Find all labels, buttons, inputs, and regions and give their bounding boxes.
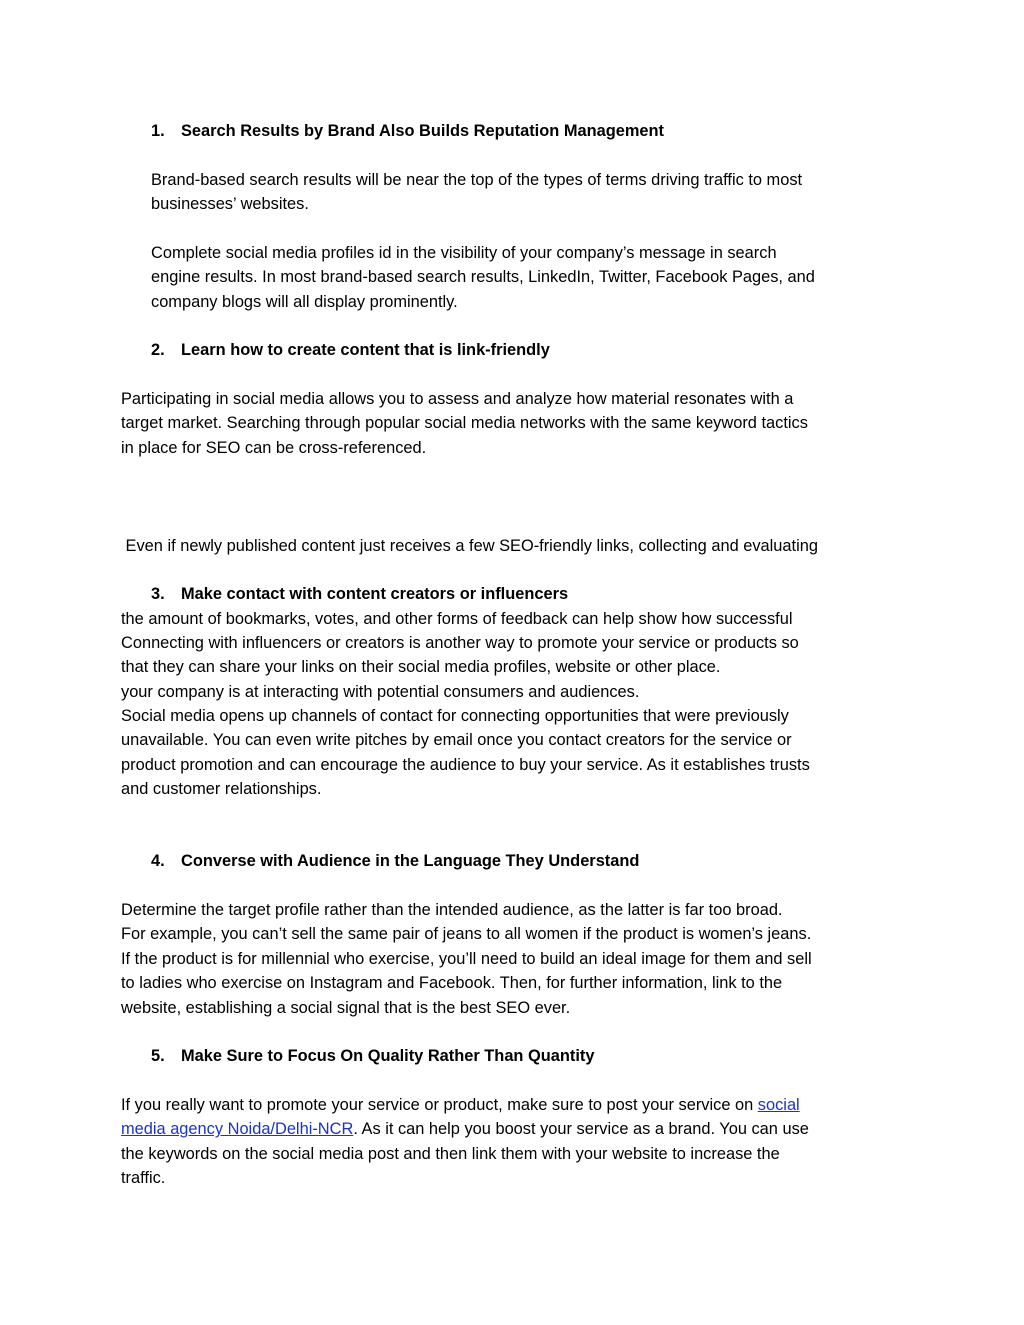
- final-paragraph: [121, 1093, 911, 1191]
- text-line: company blogs will all display prominently.: [151, 292, 458, 311]
- text-line: Brand-based search results will be near the top of the types of terms driving traffic to most: [151, 171, 803, 189]
- section-3-paragraph-1: [121, 631, 911, 680]
- section-4-paragraph-1: [121, 898, 911, 1020]
- text-line: in place for SEO can be cross-referenced.: [121, 438, 427, 457]
- section-3-paragraph-2: [121, 704, 911, 802]
- text-line: to ladies who exercise on Instagram and Facebook. Then, for further information, link to the: [121, 974, 783, 993]
- heading-text: Search Results by Brand Also Builds Reputation Management: [181, 122, 665, 140]
- text-line: and customer relationships.: [121, 780, 322, 799]
- text-line: Determine the target profile rather than the intended audience, as the latter is far too broad.: [121, 901, 783, 919]
- text-line: If the product is for millennial who exercise, you’ll need to build an ideal image for them and sell: [121, 949, 812, 968]
- text-line: the amount of bookmarks, votes, and other forms of feedback can help show how successful: [121, 610, 793, 629]
- text-line: traffic.: [121, 1169, 166, 1188]
- text-line: For example, you can’t sell the same pair of jeans to all women if the product is women’s jeans.: [121, 925, 812, 944]
- text-line: businesses’ websites.: [151, 195, 309, 214]
- text-line: Connecting with influencers or creators is another way to promote your service or products so: [121, 634, 799, 652]
- text-line: Social media opens up channels of contact for connecting opportunities that were previously: [121, 707, 789, 725]
- text-line: that they can share your links on their social media profiles, website or other place.: [121, 658, 721, 677]
- heading-text: Make contact with content creators or influencers: [181, 585, 569, 603]
- section-number: 3.: [151, 585, 165, 603]
- section-1-paragraph-2: [151, 241, 911, 314]
- section-3-heading: [151, 582, 911, 606]
- text-line: unavailable. You can even write pitches by email once you contact creators for the service or: [121, 731, 792, 750]
- section-2-heading: [151, 338, 911, 362]
- text-line: [121, 1117, 911, 1141]
- section-4-heading: [151, 849, 911, 873]
- text-line: product promotion and can encourage the audience to buy your service. As it establishes trusts: [121, 755, 810, 774]
- text-segment: . As it can help you boost your service as a brand. You can use: [353, 1120, 809, 1139]
- section-number: 5.: [151, 1047, 165, 1065]
- section-number: 2.: [151, 341, 165, 359]
- text-line: Even if newly published content just receives a few SEO-friendly links, collecting and evaluating: [121, 536, 818, 555]
- text-line: website, establishing a social signal that is the best SEO ever.: [121, 998, 571, 1017]
- section-1-heading: [151, 119, 911, 143]
- section-1-paragraph-1: [151, 168, 911, 217]
- heading-text: Learn how to create content that is link-friendly: [181, 341, 550, 359]
- text-line: the keywords on the social media post and then link them with your website to increase the: [121, 1144, 780, 1163]
- text-line: Participating in social media allows you to assess and analyze how material resonates with a: [121, 390, 794, 408]
- text-line: engine results. In most brand-based search results, LinkedIn, Twitter, Facebook Pages, and: [151, 268, 815, 287]
- text-line: [121, 1093, 911, 1117]
- section-5-heading: [151, 1044, 911, 1068]
- section-2-paragraph-1: [121, 387, 911, 460]
- heading-text: Make Sure to Focus On Quality Rather Than Quantity: [181, 1047, 595, 1065]
- heading-text: Converse with Audience in the Language They Understand: [181, 852, 640, 870]
- text-line: your company is at interacting with potential consumers and audiences.: [121, 683, 640, 702]
- text-line: target market. Searching through popular social media networks with the same keyword tactics: [121, 414, 808, 433]
- text-segment: If you really want to promote your service or product, make sure to post your service on: [121, 1096, 758, 1114]
- section-number: 1.: [151, 122, 165, 140]
- social-media-agency-link[interactable]: social: [757, 1096, 800, 1114]
- text-line: Complete social media profiles id in the visibility of your company’s message in search: [151, 244, 777, 262]
- section-number: 4.: [151, 852, 165, 870]
- social-media-agency-link-continued[interactable]: media agency Noida/Delhi-NCR: [121, 1120, 354, 1139]
